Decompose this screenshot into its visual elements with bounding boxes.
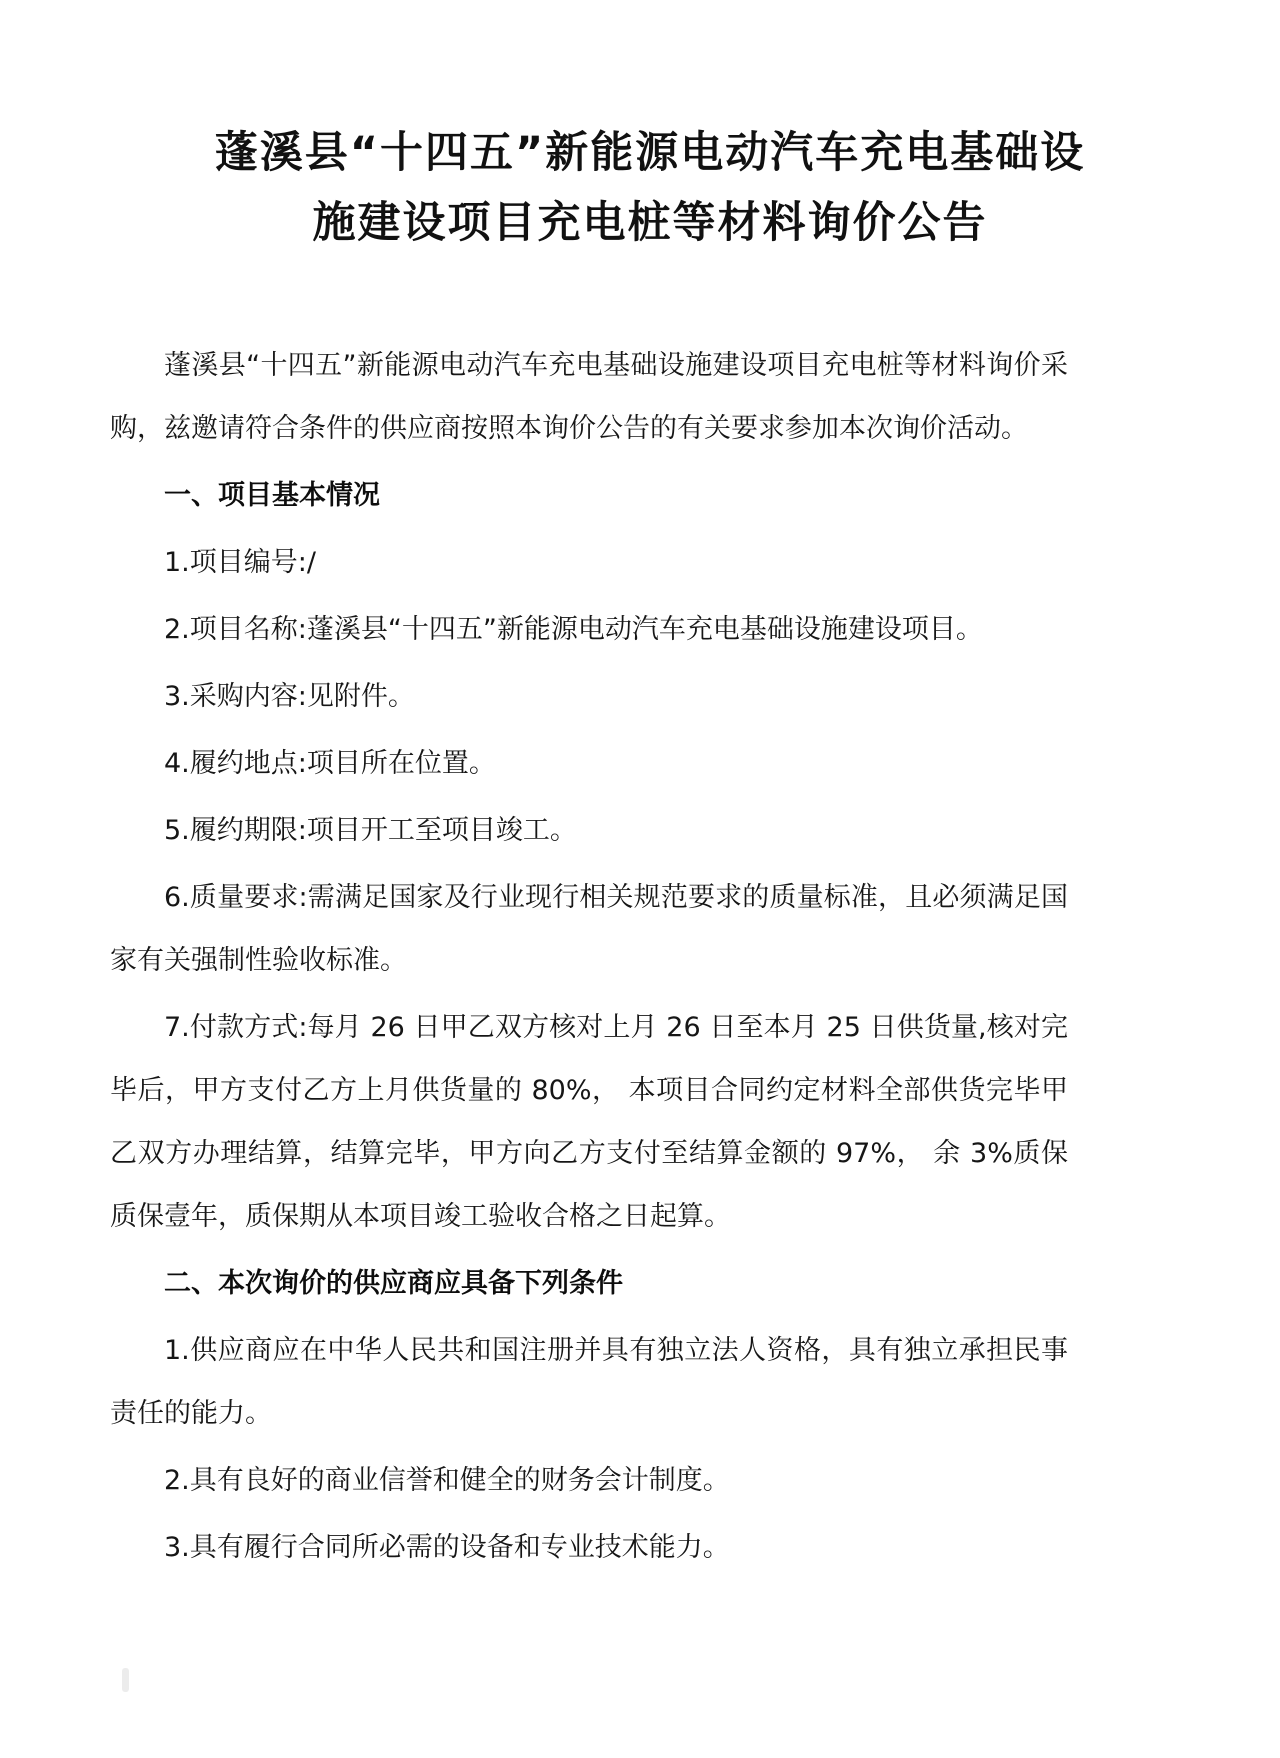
item-project-number: 1.项目编号:/ xyxy=(164,547,316,578)
intro-paragraph: 蓬溪县“十四五”新能源电动汽车充电基础设施建设项目充电桩等材料询价采购，兹邀请符合条件的供应商按照本询价公告的有关要求参加本次询价活动。 xyxy=(110,350,1068,444)
item-performance-location: 4.履约地点:项目所在位置。 xyxy=(164,748,496,779)
title-line-1: 蓬溪县“十四五”新能源电动汽车充电基础设 xyxy=(214,128,1086,178)
section-1-heading: 一、项目基本情况 xyxy=(164,480,380,511)
title-line-2: 施建设项目充电桩等材料询价公告 xyxy=(312,198,988,248)
document-title xyxy=(110,118,1170,258)
condition-equipment-capability: 3.具有履行合同所必需的设备和专业技术能力。 xyxy=(164,1532,730,1563)
item-procurement-content: 3.采购内容:见附件。 xyxy=(164,681,415,712)
scan-smudge xyxy=(122,1668,129,1692)
item-quality-requirements: 6.质量要求:需满足国家及行业现行相关规范要求的质量标准，且必须满足国家有关强制性验收标准。 xyxy=(110,882,1068,976)
item-project-name: 2.项目名称:蓬溪县“十四五”新能源电动汽车充电基础设施建设项目。 xyxy=(164,614,983,645)
section-2-heading: 二、本次询价的供应商应具备下列条件 xyxy=(164,1268,623,1299)
condition-business-reputation: 2.具有良好的商业信誉和健全的财务会计制度。 xyxy=(164,1465,730,1496)
document-body xyxy=(110,334,1068,1579)
condition-legal-entity: 1.供应商应在中华人民共和国注册并具有独立法人资格，具有独立承担民事责任的能力。 xyxy=(110,1335,1068,1429)
item-performance-period: 5.履约期限:项目开工至项目竣工。 xyxy=(164,815,577,846)
item-payment-terms: 7.付款方式:每月 26 日甲乙双方核对上月 26 日至本月 25 日供货量,核对完毕后，甲方支付乙方上月供货量的 80%， 本项目合同约定材料全部供货完毕甲乙双方办理结算，结算完毕，甲方向乙方支付至结算金额的 97%， 余 3%质保质保壹年，质保期从本项目竣工验收合格之日起算。 xyxy=(110,1012,1068,1232)
